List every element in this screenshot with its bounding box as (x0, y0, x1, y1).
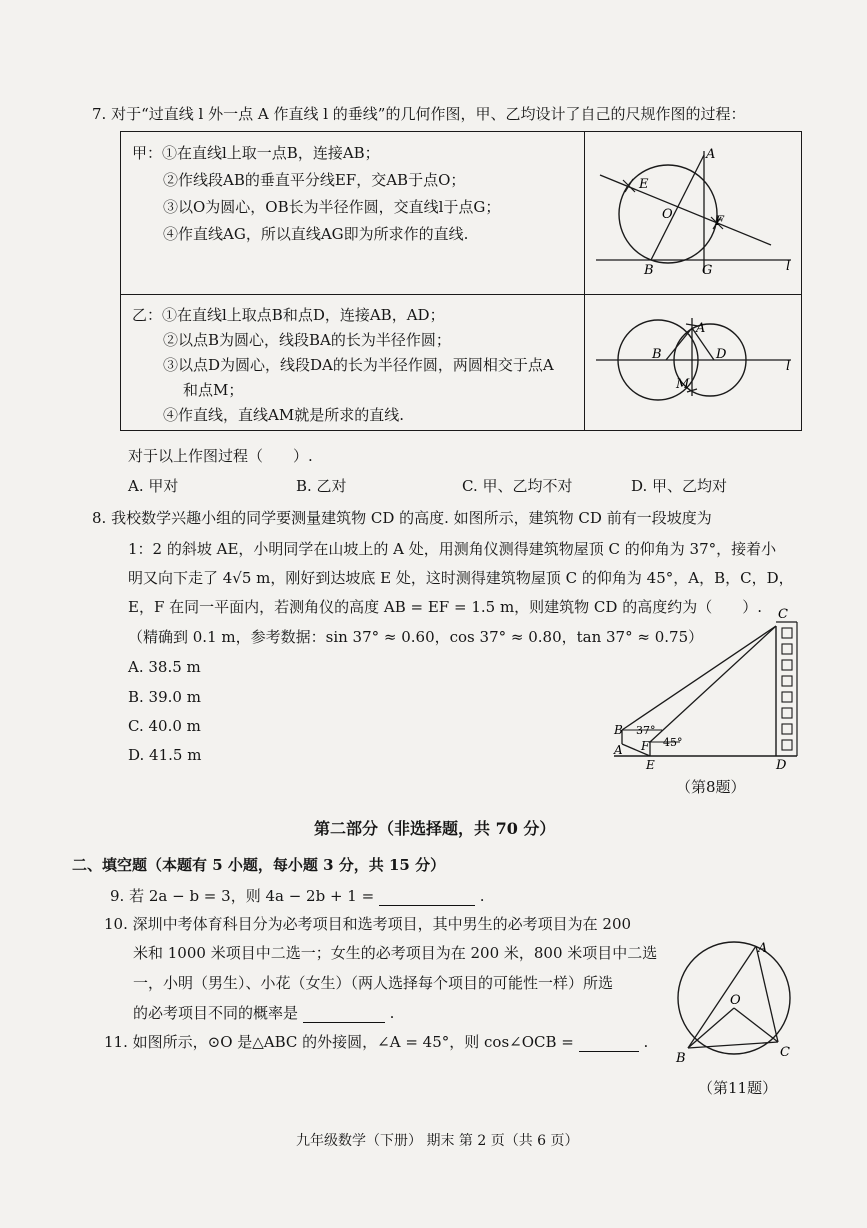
q7-figure-jia (586, 133, 799, 293)
q7-jia-step1: 甲：①在直线l上取一点B，连接AB； (132, 144, 380, 162)
fig8-label-D: D (776, 758, 787, 773)
fig11-label-A: A (758, 941, 768, 956)
fig8-label-F: F (641, 739, 650, 753)
q10-line2: 米和 1000 米项目中二选一；女生的必考项目为在 200 米，800 米项目中二选 (133, 944, 658, 962)
q8-option-c: C. 40.0 m (128, 717, 201, 735)
q8-line1: 8. 我校数学兴趣小组的同学要测量建筑物 CD 的高度. 如图所示，建筑物 CD 前有一段坡度为 (92, 509, 712, 527)
fig2-label-B: B (652, 347, 662, 362)
q9-prefix: 9. 若 2a − b = 3，则 4a − 2b + 1 = (110, 887, 375, 905)
q7-option-b: B. 乙对 (296, 477, 347, 495)
q10-line4 (133, 1003, 394, 1023)
q11-suffix: . (643, 1033, 649, 1051)
q8-line4: E，F 在同一平面内，若测角仪的高度 AB = EF = 1.5 m，则建筑物 CD 的高度约为（ ）. (128, 598, 762, 616)
q7-option-a: A. 甲对 (128, 477, 179, 495)
q11-prefix: 11. 如图所示，⊙O 是△ABC 的外接圆，∠A = 45°，则 cos∠OCB = (104, 1033, 574, 1051)
q7-question: 对于以上作图过程（ ）. (128, 447, 313, 465)
q10-line3: 一，小明（男生）、小花（女生）（两人选择每个项目的可能性一样）所选 (133, 974, 614, 992)
q10-line1: 10. 深圳中考体育科目分为必考项目和选考项目，其中男生的必考项目为在 200 (104, 915, 632, 933)
fig1-label-O: O (662, 207, 673, 222)
q10-last-prefix: 的必考项目不同的概率是 (133, 1004, 299, 1022)
fig8-label-B: B (614, 723, 623, 737)
q8-caption: （第8题） (676, 778, 746, 796)
q8-line5: （精确到 0.1 m，参考数据：sin 37° ≈ 0.60，cos 37° ≈ 0.80，tan 37° ≈ 0.75） (128, 628, 704, 646)
fig2-label-l: l (786, 359, 791, 374)
q7-jia-step3: ③以O为圆心，OB长为半径作圆，交直线l于点G； (163, 198, 501, 216)
q8-line3: 明又向下走了 4√5 m，刚好到达坡底 E 处，这时测得建筑物屋顶 C 的仰角为 45°，A，B，C，D， (128, 569, 794, 587)
q7-jia-step4: ④作直线AG，所以直线AG即为所求作的直线. (163, 225, 469, 243)
q8-line2: 1：2 的斜坡 AE，小明同学在山坡上的 A 处，用测角仪测得建筑物屋顶 C 的仰角为 37°，接着小 (128, 540, 777, 558)
q11-line (104, 1032, 648, 1052)
q10-last-suffix: . (389, 1004, 395, 1022)
q10-answer-blank[interactable] (303, 1008, 385, 1023)
fig11-label-O: O (730, 993, 741, 1008)
q7-yi-step3-cont: 和点M； (183, 381, 244, 399)
q7-table-row-divider (121, 294, 801, 295)
part2-title: 第二部分（非选择题，共 70 分） (314, 819, 556, 838)
q7-table-divider (584, 132, 585, 430)
fig8-angle-37: 37° (636, 724, 656, 737)
fig11-label-B: B (676, 1051, 686, 1066)
q9-line (110, 886, 485, 906)
fig2-label-A: A (696, 321, 706, 336)
q7-figure-yi (586, 296, 799, 428)
q8-option-d: D. 41.5 m (128, 746, 202, 764)
q9-answer-blank[interactable] (379, 891, 475, 906)
fig8-angle-45: 45° (663, 736, 683, 749)
fig1-label-E: E (639, 177, 649, 192)
q7-yi-step2: ②以点B为圆心，线段BA的长为半径作圆； (163, 331, 451, 349)
q7-jia-step2: ②作线段AB的垂直平分线EF，交AB于点O； (163, 171, 466, 189)
q11-figure (672, 940, 802, 1070)
q8-option-a: A. 38.5 m (128, 658, 201, 676)
page-footer: 九年级数学（下册） 期末 第 2 页（共 6 页） (296, 1133, 579, 1149)
fig8-label-A: A (614, 743, 623, 757)
section2-title: 二、填空题（本题有 5 小题，每小题 3 分，共 15 分） (72, 856, 446, 874)
fig11-label-C: C (780, 1045, 790, 1060)
q11-answer-blank[interactable] (579, 1037, 639, 1052)
fig1-label-G: G (702, 263, 713, 278)
fig2-label-M: M (676, 377, 690, 392)
fig8-label-E: E (646, 758, 655, 772)
fig1-label-F: F (715, 214, 725, 229)
q7-option-c: C. 甲、乙均不对 (462, 477, 573, 495)
q11-caption: （第11题） (698, 1079, 778, 1097)
fig8-label-C: C (778, 607, 788, 622)
q7-option-d: D. 甲、乙均对 (631, 477, 728, 495)
q7-yi-step3: ③以点D为圆心，线段DA的长为半径作圆，两圆相交于点A (163, 356, 554, 374)
q7-yi-step4: ④作直线，直线AM就是所求的直线. (163, 406, 404, 424)
q9-suffix: . (479, 887, 485, 905)
q7-stem: 7. 对于“过直线 l 外一点 A 作直线 l 的垂线”的几何作图，甲、乙均设计了自己的尺规作图的过程： (92, 105, 746, 123)
q8-figure (610, 606, 800, 806)
fig1-label-B: B (644, 263, 654, 278)
fig2-label-D: D (716, 347, 727, 362)
fig1-label-l: l (786, 259, 791, 274)
q7-yi-step1: 乙：①在直线l上取点B和点D，连接AB，AD； (132, 306, 445, 324)
fig1-label-A: A (706, 147, 716, 162)
q8-option-b: B. 39.0 m (128, 688, 201, 706)
